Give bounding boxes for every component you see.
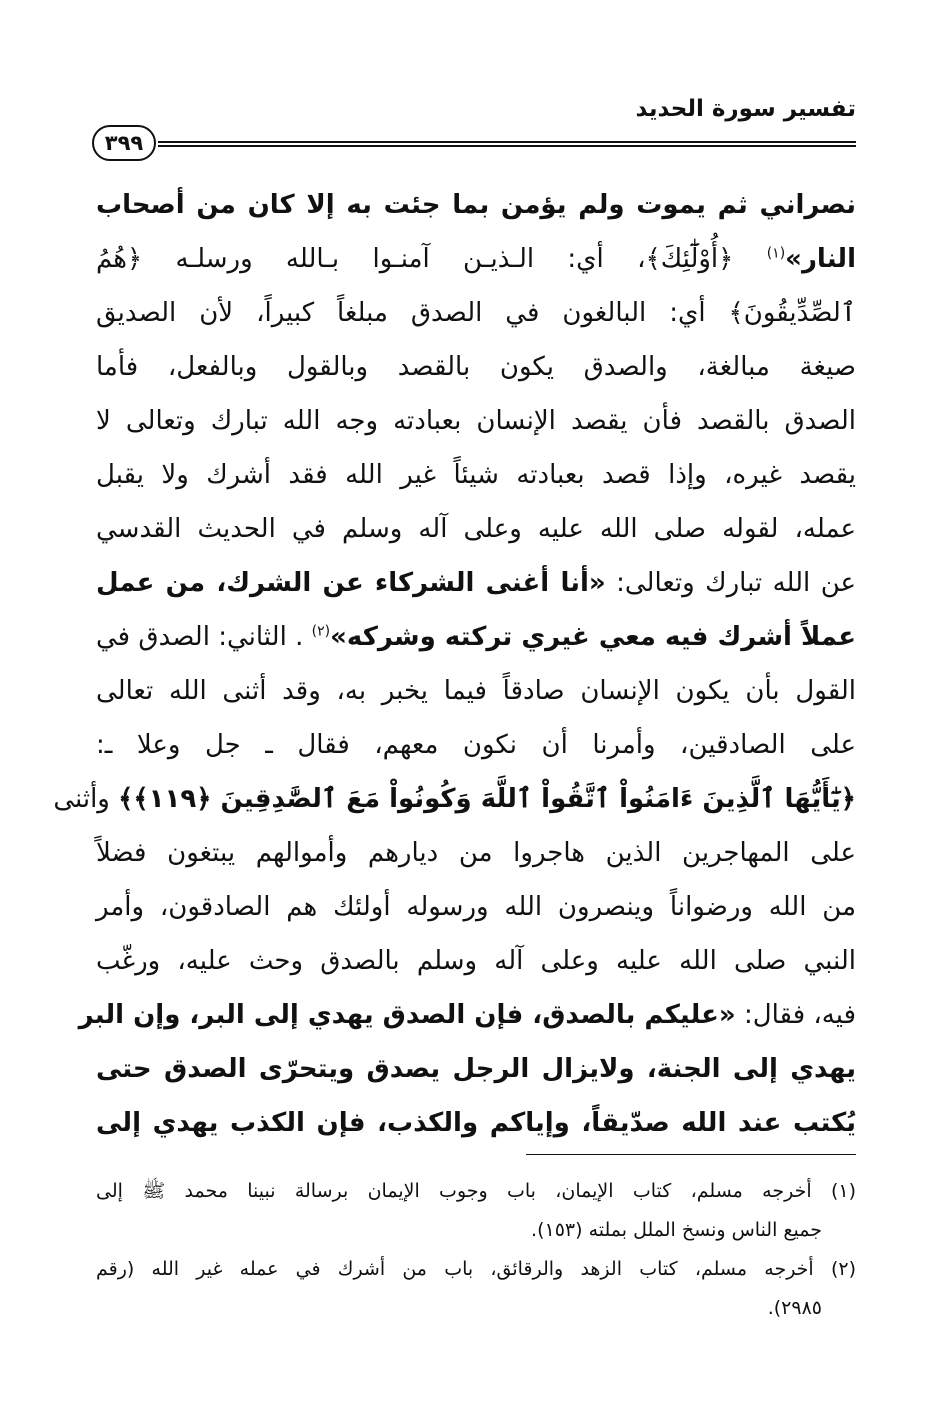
text-line [78,988,856,1042]
text-line [96,610,856,664]
footnote-line [96,1211,856,1250]
page-number: ٣٩٩ [92,125,156,161]
footnote-text: أخرجه مسلم، كتاب الزهد والرقائق، باب من أشرك في عمله غير الله (رقم [96,1258,814,1280]
footnote-line [96,1172,856,1211]
header-rule [158,141,856,147]
text-line [96,664,856,718]
footnote-text: أخرجه مسلم، كتاب الإيمان، باب وجوب الإيمان برسالة نبينا محمد ﷺ إلى [96,1180,812,1202]
body-text [53,178,857,1150]
text-line [96,1042,856,1096]
hadith-text: نصراني ثم يموت ولم يؤمن بما جئت به إلا كان من أصحاب [96,190,856,220]
text-line [96,826,856,880]
text-line [96,340,856,394]
running-title: تفسير سورة الحديد [635,96,856,122]
quran-verse: ﴿يَٰٓأَيُّهَا ٱلَّذِينَ ءَامَنُواْ ٱتَّقُواْ ٱللَّهَ وَكُونُواْ مَعَ ٱلصَّٰدِقِينَ ﴿١١٩﴾﴾ [118,784,856,814]
footnote-separator [526,1154,856,1155]
footnote-text: جميع الناس ونسخ الملل بملته (١٥٣). [531,1219,822,1241]
footnote-number: (٢) [830,1258,856,1280]
footnote-line [96,1250,856,1289]
text-span: صيغة مبالغة، والصدق يكون بالقصد وبالقول وبالفعل، فأما [96,352,856,382]
text-line [96,556,856,610]
text-line [96,934,856,988]
footnote-line [96,1289,856,1328]
text-line [96,394,856,448]
footnote-number: (١) [830,1180,856,1202]
hadith-text: عملاً أشرك فيه معي غيري تركته وشركه» [330,622,856,652]
text-span: ٱلصِّدِّيقُونَ﴾ أي: البالغون في الصدق مبلغاً كبيراً، لأن الصديق [96,298,856,328]
footnotes [96,1172,856,1328]
footnote-ref: (٢) [311,623,331,640]
text-line [96,502,856,556]
text-span: على المهاجرين الذين هاجروا من ديارهم وأموالهم يبتغون فضلاً [96,838,856,868]
text-span: القول بأن يكون الإنسان صادقاً فيما يخبر به، وقد أثنى الله تعالى [96,676,856,706]
text-span: فيه، فقال: [735,1000,856,1030]
text-span: الصدق بالقصد فأن يقصد الإنسان بعبادته وجه الله تبارك وتعالى لا [96,406,856,436]
text-line [53,772,856,826]
footnote-text: ٢٩٨٥). [767,1297,822,1319]
text-span: عمله، لقوله صلى الله عليه وعلى آله وسلم في الحديث القدسي [96,514,856,544]
hadith-text: «عليكم بالصدق، فإن الصدق يهدي إلى البر، وإن البر [78,1000,736,1030]
text-line [96,880,856,934]
text-line [96,718,856,772]
text-span: . الثاني: الصدق في [96,622,312,652]
text-span: عن الله تبارك وتعالى: [605,568,857,598]
hadith-text: يهدي إلى الجنة، ولايزال الرجل يصدق ويتحرّى الصدق حتى [96,1054,856,1084]
text-line [96,448,856,502]
text-line [96,232,856,286]
hadith-text: «أنا أغنى الشركاء عن الشرك، من عمل [96,568,606,598]
text-span: وأثنى [53,784,119,814]
text-span: من الله ورضواناً وينصرون الله ورسوله أولئك هم الصادقون، وأمر [96,892,856,922]
text-line [96,1096,856,1150]
text-span: النبي صلى الله عليه وعلى آله وسلم بالصدق وحث عليه، ورغّب [96,946,856,976]
text-span: ﴿أُوْلَٰٓئِكَ﴾، أي: الـذيـن آمنـوا بـالله ورسلـه ﴿هُمُ [96,244,767,274]
hadith-text: النار» [785,244,856,274]
text-span: على الصادقين، وأمرنا أن نكون معهم، فقال ـ جل وعلا ـ: [96,730,856,760]
text-line [96,178,856,232]
text-line [96,286,856,340]
hadith-text: يُكتب عند الله صدّيقاً، وإياكم والكذب، فإن الكذب يهدي إلى [96,1108,856,1138]
text-span: يقصد غيره، وإذا قصد بعبادته شيئاً غير الله فقد أشرك ولا يقبل [96,460,856,490]
footnote-ref: (١) [766,245,786,262]
